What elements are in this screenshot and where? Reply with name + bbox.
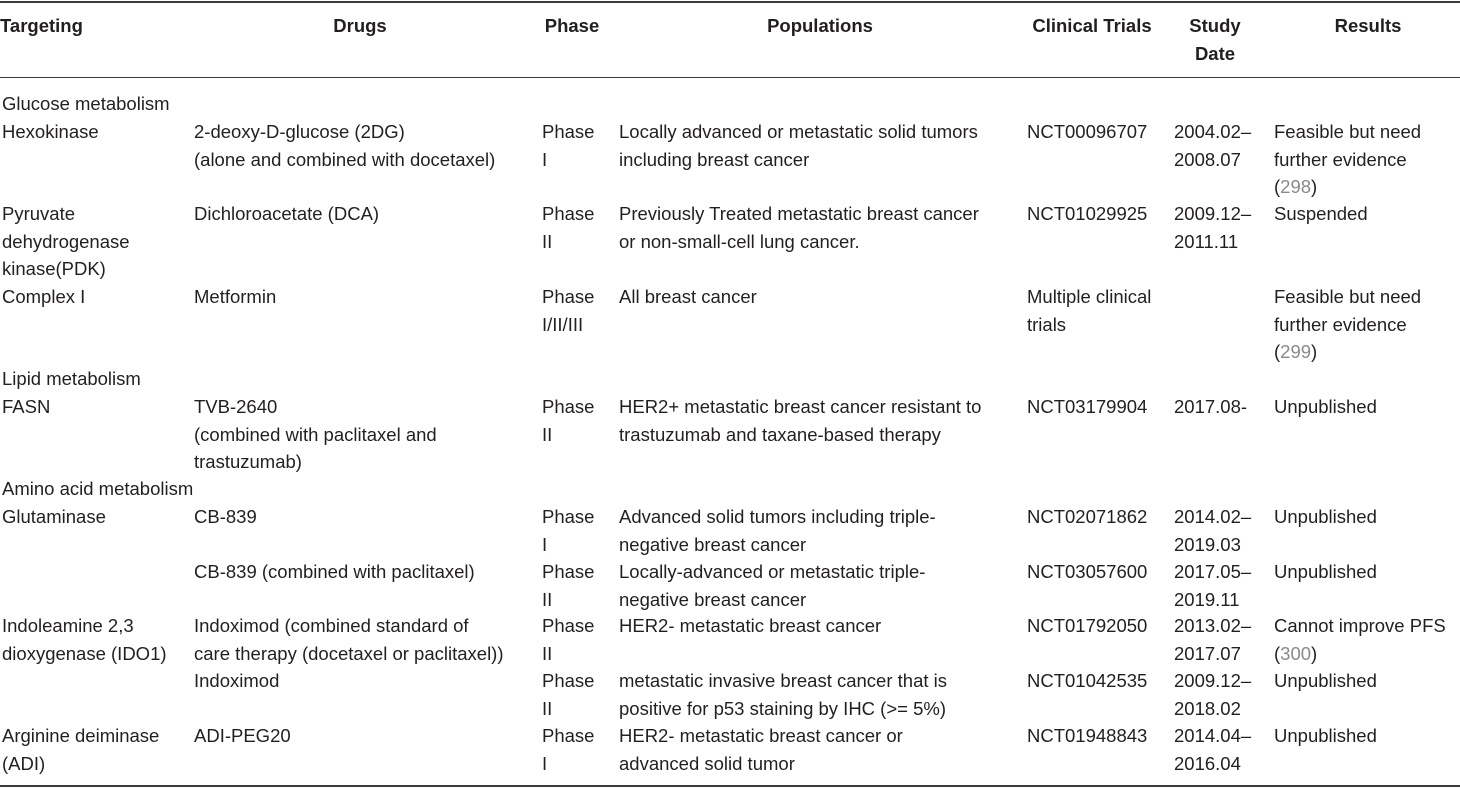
header-results: Results: [1334, 15, 1402, 36]
cell-populations: [619, 558, 925, 613]
cell-drugs: [194, 283, 276, 311]
cell-targeting-line: dioxygenase (IDO1): [2, 642, 167, 664]
header-rule: [0, 77, 1460, 78]
cell-results-line: further evidence: [1274, 313, 1407, 335]
cell-drugs: [194, 612, 504, 667]
cell-populations-line: HER2- metastatic breast cancer: [619, 615, 882, 636]
cell-populations-line: metastatic invasive breast cancer that is: [619, 670, 948, 691]
cell-clinical-trial-line: NCT03057600: [1027, 561, 1148, 582]
cell-populations: [619, 393, 981, 448]
cell-populations-line: HER2+ metastatic breast cancer resistant to: [619, 396, 982, 417]
cell-study-date-line: 2014.02–: [1174, 506, 1252, 527]
cell-targeting: [2, 393, 50, 421]
cell-populations-line: Previously Treated metastatic breast cancer: [619, 203, 979, 224]
cell-targeting: [2, 283, 85, 311]
cell-populations-line: Locally-advanced or metastatic triple-: [619, 561, 926, 582]
cell-phase: [542, 612, 594, 667]
bottom-rule: [0, 785, 1460, 787]
cell-clinical-trial: [1027, 118, 1147, 146]
cell-populations-line: positive for p53 staining by IHC (>= 5%): [619, 697, 946, 719]
cell-drugs-line: Indoximod (combined standard of: [194, 615, 469, 636]
cell-results: [1274, 283, 1421, 366]
cell-populations-line: Advanced solid tumors including triple-: [619, 506, 936, 527]
cell-drugs: [194, 118, 495, 173]
cell-results: [1274, 503, 1377, 531]
cell-drugs-line: CB-839 (combined with paclitaxel): [194, 561, 475, 582]
cell-phase-line: II: [542, 230, 553, 252]
section-label-glucose: Glucose metabolism: [2, 93, 170, 114]
header-study-date-line: Date: [1194, 42, 1236, 64]
cell-phase-line: Phase: [542, 286, 595, 307]
cell-populations-line: HER2- metastatic breast cancer or: [619, 725, 903, 746]
cell-study-date-line: 2017.07: [1174, 642, 1241, 664]
cell-phase-line: Phase: [542, 670, 595, 691]
cell-study-date: [1174, 118, 1251, 173]
cell-drugs-line: 2-deoxy-D-glucose (2DG): [194, 121, 405, 142]
cell-results-line: Unpublished: [1274, 396, 1377, 417]
cell-results-line: Unpublished: [1274, 506, 1377, 527]
cell-targeting: [2, 722, 159, 777]
cell-drugs: [194, 667, 279, 695]
cell-populations: [619, 503, 936, 558]
cell-results: [1274, 722, 1377, 750]
cell-drugs: [194, 722, 291, 750]
cell-clinical-trial-line: trials: [1027, 313, 1067, 335]
cell-drugs-line: Metformin: [194, 286, 277, 307]
cell-study-date: [1174, 667, 1251, 722]
cell-results-line: Unpublished: [1274, 561, 1377, 582]
cell-targeting-line: (ADI): [2, 752, 46, 774]
cell-targeting-line: Pyruvate: [2, 203, 76, 224]
cell-study-date-line: 2019.11: [1174, 588, 1240, 610]
header-clinical-trials: Clinical Trials: [1032, 15, 1152, 36]
cell-drugs: [194, 393, 437, 476]
section-label-amino: Amino acid metabolism: [2, 478, 194, 499]
cell-drugs: [194, 503, 257, 531]
cell-drugs-line: Dichloroacetate (DCA): [194, 203, 380, 224]
cell-clinical-trial-line: NCT01948843: [1027, 725, 1148, 746]
cell-drugs-line: care therapy (docetaxel or paclitaxel)): [194, 642, 504, 664]
cell-phase-line: II: [542, 423, 553, 445]
cell-populations-line: or non-small-cell lung cancer.: [619, 230, 860, 252]
top-rule: [0, 1, 1460, 3]
cell-populations-line: advanced solid tumor: [619, 752, 795, 774]
cell-clinical-trial-line: NCT01792050: [1027, 615, 1148, 636]
cell-study-date-line: 2013.02–: [1174, 615, 1252, 636]
header-study-date: [1175, 12, 1255, 67]
cell-results-line: Feasible but need: [1274, 286, 1422, 307]
cell-phase-line: Phase: [542, 203, 595, 224]
cell-study-date-line: 2009.12–: [1174, 670, 1252, 691]
cell-phase-line: II: [542, 697, 553, 719]
cell-phase-line: I: [542, 533, 548, 555]
cell-phase-line: I: [542, 752, 548, 774]
cell-clinical-trial: [1027, 393, 1147, 421]
cell-phase-line: I/II/III: [542, 313, 584, 335]
cell-phase: [542, 118, 594, 173]
reference-link[interactable]: 299: [1280, 341, 1312, 362]
cell-results: [1274, 558, 1377, 586]
cell-results-line: Unpublished: [1274, 725, 1377, 746]
cell-populations: [619, 667, 947, 722]
cell-study-date-line: 2011.11: [1174, 230, 1239, 252]
cell-phase-line: Phase: [542, 506, 595, 527]
cell-populations-line: negative breast cancer: [619, 588, 807, 610]
cell-results: [1274, 118, 1421, 201]
cell-clinical-trial-line: NCT03179904: [1027, 396, 1148, 417]
cell-targeting-line: Arginine deiminase: [2, 725, 160, 746]
reference-link[interactable]: 298: [1280, 176, 1312, 197]
cell-targeting: [2, 612, 167, 667]
cell-populations-line: All breast cancer: [619, 286, 757, 307]
cell-results-line: Cannot improve PFS: [1274, 615, 1446, 636]
cell-targeting-line: kinase(PDK): [2, 258, 106, 279]
cell-clinical-trial: [1027, 558, 1147, 586]
cell-study-date-line: 2017.05–: [1174, 561, 1252, 582]
cell-study-date: [1174, 612, 1251, 667]
cell-study-date: [1174, 393, 1247, 421]
cell-clinical-trial: [1027, 722, 1147, 750]
reference-line: (298): [1274, 176, 1318, 197]
cell-clinical-trial: [1027, 503, 1147, 531]
cell-targeting-line: Indoleamine 2,3: [2, 615, 134, 636]
cell-study-date: [1174, 558, 1251, 613]
cell-phase-line: Phase: [542, 396, 595, 417]
cell-drugs-line: ADI-PEG20: [194, 725, 291, 746]
cell-study-date-line: 2018.02: [1174, 697, 1241, 719]
cell-phase: [542, 393, 594, 448]
header-drugs: Drugs: [333, 15, 387, 36]
cell-targeting: [2, 200, 130, 283]
cell-phase: [542, 283, 594, 338]
cell-drugs-line: Indoximod: [194, 670, 280, 691]
cell-phase-line: Phase: [542, 725, 595, 746]
cell-targeting-line: Complex I: [2, 286, 86, 307]
cell-clinical-trial: [1027, 283, 1151, 338]
cell-phase-line: II: [542, 588, 553, 610]
cell-targeting-line: Hexokinase: [2, 121, 99, 142]
cell-study-date-line: 2009.12–: [1174, 203, 1252, 224]
cell-clinical-trial: [1027, 200, 1147, 228]
cell-drugs-line: trastuzumab): [194, 451, 302, 472]
cell-phase-line: Phase: [542, 121, 595, 142]
cell-populations-line: including breast cancer: [619, 148, 810, 170]
cell-study-date: [1174, 200, 1251, 255]
cell-study-date: [1174, 503, 1251, 558]
cell-study-date-line: 2008.07: [1174, 148, 1241, 170]
cell-clinical-trial-line: Multiple clinical: [1027, 286, 1152, 307]
cell-phase-line: II: [542, 642, 553, 664]
cell-targeting: [2, 118, 99, 146]
reference-link[interactable]: 300: [1280, 642, 1312, 664]
cell-clinical-trial-line: NCT02071862: [1027, 506, 1148, 527]
cell-phase: [542, 200, 594, 255]
cell-populations: [619, 612, 881, 640]
cell-results: [1274, 200, 1368, 228]
cell-drugs-line: (combined with paclitaxel and: [194, 423, 437, 445]
cell-populations: [619, 200, 979, 255]
cell-results-line: Suspended: [1274, 203, 1368, 224]
cell-targeting-line: Glutaminase: [2, 506, 106, 527]
cell-populations-line: negative breast cancer: [619, 533, 807, 555]
cell-populations: [619, 118, 978, 173]
cell-drugs-line: TVB-2640: [194, 396, 278, 417]
cell-phase: [542, 667, 594, 722]
cell-results: [1274, 612, 1446, 667]
cell-phase-line: Phase: [542, 561, 595, 582]
cell-clinical-trial-line: NCT01042535: [1027, 670, 1148, 691]
cell-phase-line: I: [542, 148, 548, 170]
cell-phase: [542, 503, 594, 558]
cell-populations-line: trastuzumab and taxane-based therapy: [619, 423, 941, 445]
cell-results: [1274, 393, 1377, 421]
header-populations: Populations: [767, 15, 873, 36]
cell-study-date-line: 2014.04–: [1174, 725, 1252, 746]
cell-clinical-trial-line: NCT01029925: [1027, 203, 1148, 224]
section-label-lipid: Lipid metabolism: [2, 368, 141, 389]
cell-targeting-line: dehydrogenase: [2, 230, 130, 252]
cell-results-line: Unpublished: [1274, 670, 1377, 691]
reference-line: (299): [1274, 341, 1318, 362]
cell-populations: [619, 283, 757, 311]
cell-targeting-line: FASN: [2, 396, 51, 417]
cell-study-date: [1174, 722, 1251, 777]
cell-targeting: [2, 503, 106, 531]
cell-drugs-line: (alone and combined with docetaxel): [194, 148, 496, 170]
cell-drugs: [194, 200, 379, 228]
cell-drugs-line: CB-839: [194, 506, 257, 527]
cell-phase: [542, 558, 594, 613]
cell-results-line: Feasible but need: [1274, 121, 1422, 142]
cell-study-date-line: 2016.04: [1174, 752, 1241, 774]
cell-study-date-line: 2019.03: [1174, 533, 1241, 555]
cell-drugs: [194, 558, 475, 586]
cell-populations: [619, 722, 903, 777]
cell-populations-line: Locally advanced or metastatic solid tumors: [619, 121, 978, 142]
cell-phase-line: Phase: [542, 615, 595, 636]
cell-study-date-line: 2017.08-: [1174, 396, 1248, 417]
cell-clinical-trial: [1027, 667, 1147, 695]
header-targeting: Targeting: [0, 15, 83, 36]
cell-clinical-trial-line: NCT00096707: [1027, 121, 1148, 142]
header-phase: Phase: [544, 15, 600, 36]
cell-results: [1274, 667, 1377, 695]
cell-clinical-trial: [1027, 612, 1147, 640]
reference-line: (300): [1274, 642, 1318, 664]
cell-results-line: further evidence: [1274, 148, 1407, 170]
header-study-date-line: Study: [1189, 15, 1241, 36]
cell-study-date-line: 2004.02–: [1174, 121, 1252, 142]
cell-phase: [542, 722, 594, 777]
